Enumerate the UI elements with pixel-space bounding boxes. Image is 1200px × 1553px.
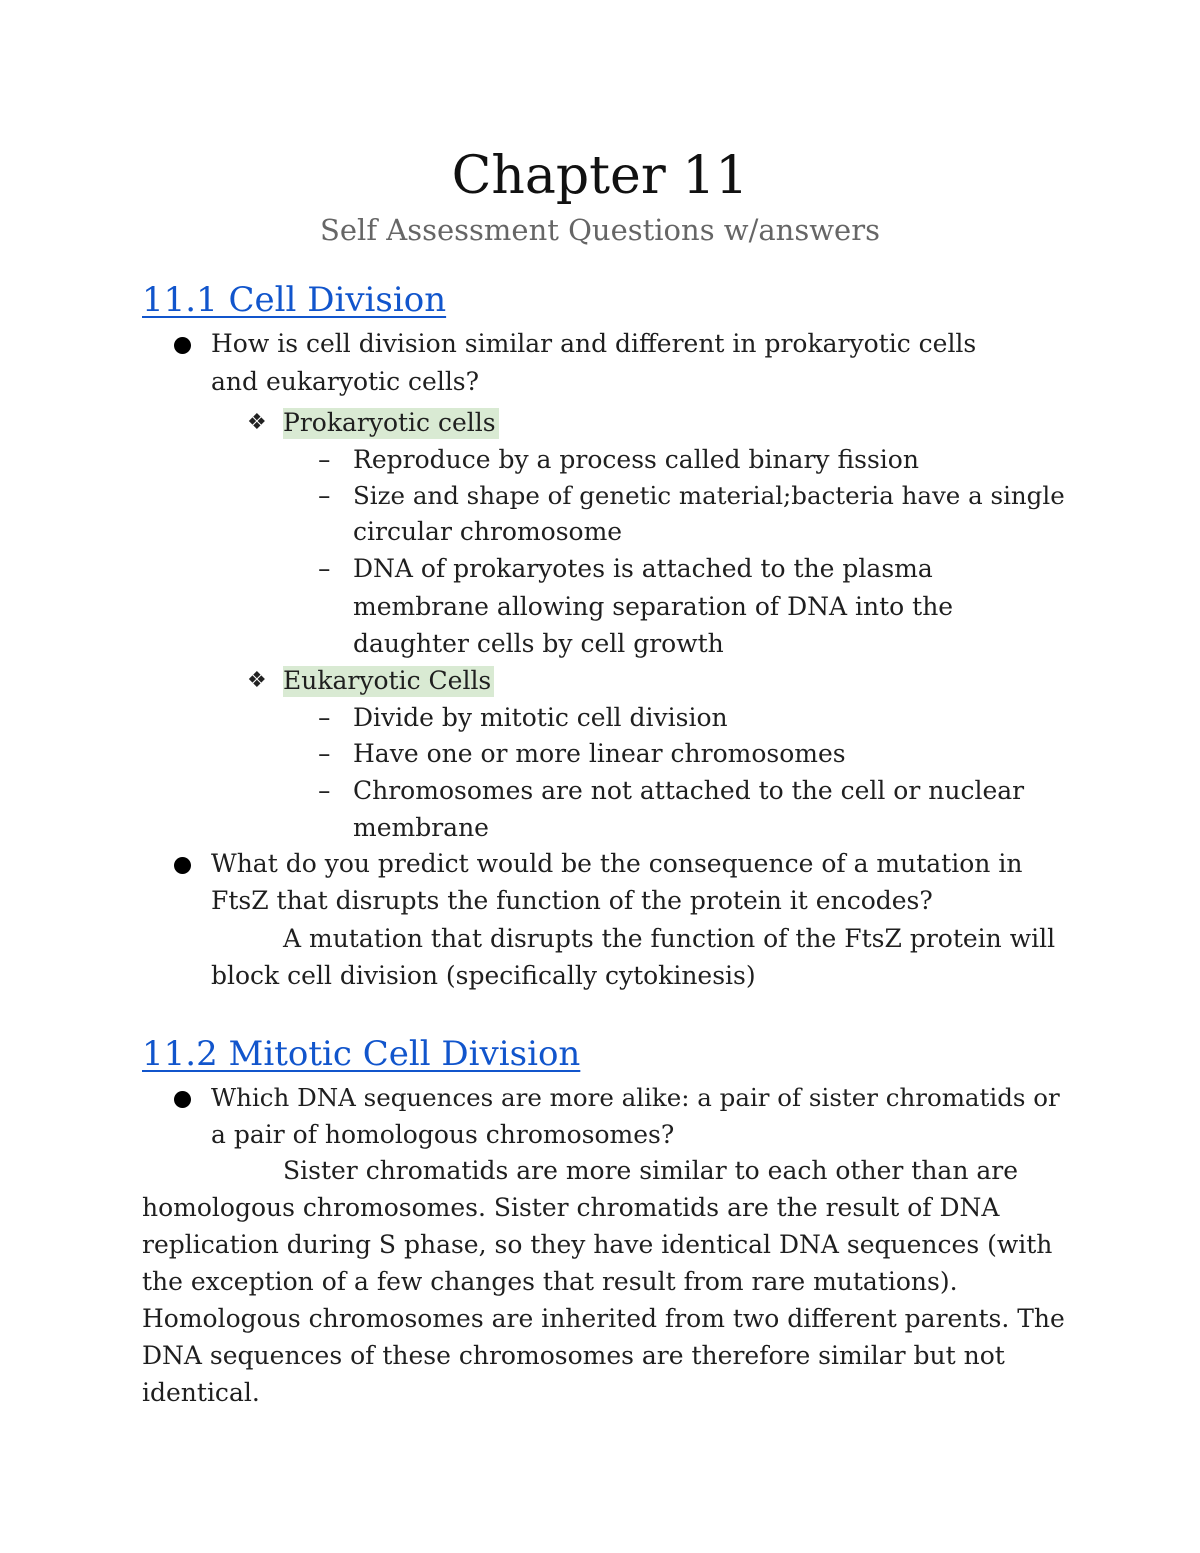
question-text: a pair of homologous chromosomes? [211, 1120, 675, 1149]
page-subtitle: Self Assessment Questions w/answers [320, 213, 880, 247]
list-item: membrane [353, 813, 489, 842]
answer-text: homologous chromosomes. Sister chromatids are the result of DNA [142, 1193, 1000, 1222]
list-item: Size and shape of genetic material;bacteria have a single [353, 481, 1065, 510]
question-text: FtsZ that disrupts the function of the protein it encodes? [211, 886, 933, 915]
page-title: Chapter 11 [451, 146, 749, 206]
answer-text: Homologous chromosomes are inherited from two different parents. The [142, 1304, 1065, 1333]
list-item: Have one or more linear chromosomes [353, 739, 846, 768]
dash-bullet-icon: – [318, 703, 331, 732]
bullet-icon [174, 857, 191, 874]
question-text: How is cell division similar and different in prokaryotic cells [211, 329, 977, 358]
subheading-eukaryotic [283, 663, 494, 699]
answer-text: block cell division (specifically cytokinesis) [211, 961, 756, 990]
answer-text: Sister chromatids are more similar to each other than are [283, 1156, 1019, 1185]
section-heading-mitotic-cell-division: 11.2 Mitotic Cell Division [142, 1034, 581, 1074]
dash-bullet-icon: – [318, 739, 331, 768]
dash-bullet-icon: – [318, 776, 331, 805]
question-text: Which DNA sequences are more alike: a pair of sister chromatids or [211, 1083, 1060, 1112]
answer-text: the exception of a few changes that result from rare mutations). [142, 1267, 958, 1296]
diamond-bullet-icon: ❖ [247, 668, 267, 693]
answer-text: A mutation that disrupts the function of the FtsZ protein will [283, 924, 1056, 953]
list-item: Reproduce by a process called binary fission [353, 445, 919, 474]
list-item: daughter cells by cell growth [353, 629, 724, 658]
question-text: and eukaryotic cells? [211, 367, 480, 396]
highlighted-label: Eukaryotic Cells [283, 666, 494, 697]
dash-bullet-icon: – [318, 554, 331, 583]
bullet-icon [174, 337, 191, 354]
section-heading-cell-division: 11.1 Cell Division [142, 280, 447, 320]
diamond-bullet-icon: ❖ [247, 410, 267, 435]
answer-text: identical. [142, 1378, 260, 1407]
dash-bullet-icon: – [318, 445, 331, 474]
list-item: circular chromosome [353, 517, 623, 546]
highlighted-label: Prokaryotic cells [283, 408, 499, 439]
list-item: DNA of prokaryotes is attached to the plasma [353, 554, 933, 583]
answer-text: replication during S phase, so they have identical DNA sequences (with [142, 1230, 1053, 1259]
bullet-icon [174, 1091, 191, 1108]
list-item: membrane allowing separation of DNA into the [353, 592, 954, 621]
dash-bullet-icon: – [318, 481, 331, 510]
question-text: What do you predict would be the consequence of a mutation in [211, 849, 1023, 878]
list-item: Divide by mitotic cell division [353, 703, 728, 732]
subheading-prokaryotic [283, 405, 499, 441]
list-item: Chromosomes are not attached to the cell or nuclear [353, 776, 1025, 805]
answer-text: DNA sequences of these chromosomes are therefore similar but not [142, 1341, 1005, 1370]
